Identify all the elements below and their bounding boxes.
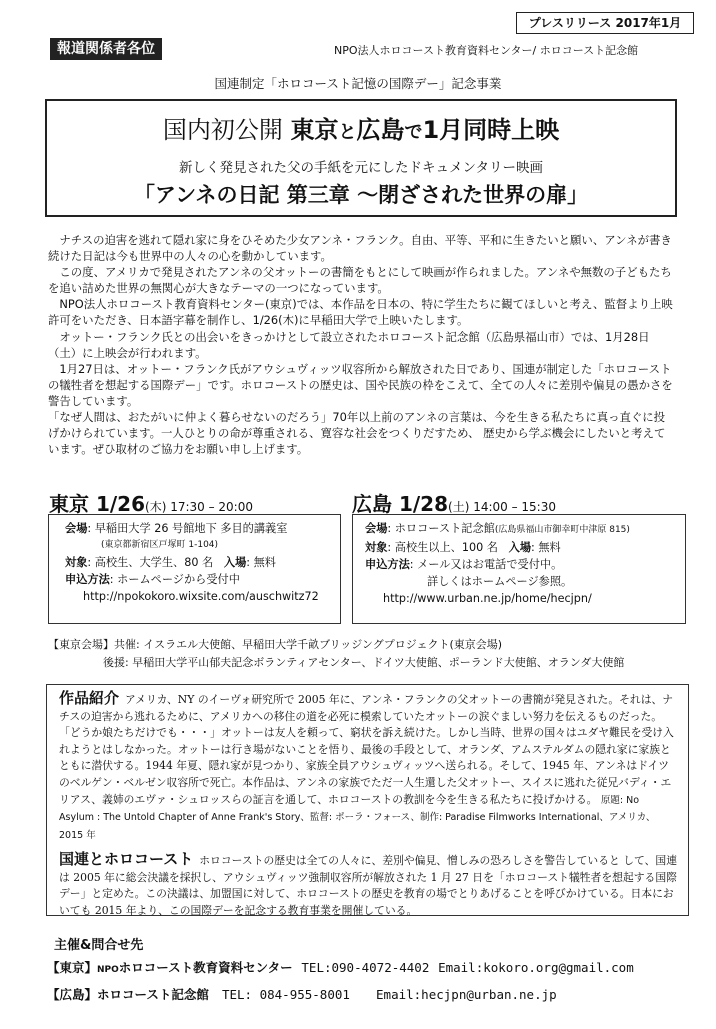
headline <box>47 110 675 145</box>
un-heading: 国連とホロコースト <box>59 850 194 868</box>
hiroshima-apply: : メール又はお電話で受付中。 <box>409 558 563 571</box>
contact-hiroshima-tel: TEL: 084-955-8001 <box>221 987 350 1002</box>
hiroshima-fee: : 無料 <box>531 541 561 554</box>
release-tag: プレスリリース 2017年1月 <box>516 12 694 34</box>
body-paragraph: ナチスの迫害を逃れて隠れ家に身をひそめた少女アンネ・フランク。自由、平等、平和に生きたいと願い、アンネが書き続けた日記は今も世界中の人々の心を動かしています。 <box>48 233 672 264</box>
tokyo-apply-label: 申込方法 <box>65 573 110 586</box>
hiroshima-fee-label: 入場 <box>508 541 532 554</box>
hiroshima-event-box <box>352 514 686 624</box>
body-paragraph: 1月27日は、オットー・フランク氏がアウシュヴィッツ収容所から解放された日であり、国連が制定した「ホロコーストの犠牲者を想起する国際デー」です。ホロコーストの歴史は、国や民族の枠をこえて、全ての人々に差別や偏見の愚かさを警告しています。 <box>48 361 673 408</box>
support-line: 後援: 早稲田大学平山郁夫記念ボランティアセンター、ドイツ大使館、ポーランド大使館、オランダ大使館 <box>103 656 625 669</box>
hiroshima-apply-label: 申込方法 <box>365 558 410 571</box>
hiroshima-url-link[interactable]: http://www.urban.ne.jp/home/hecjpn/ <box>383 592 592 605</box>
body-paragraph: NPO法人ホロコースト教育資料センター(東京)では、本作品を日本の、特に学生たちに観てほしいと考え、監督より上映許可をいただき、日本語字幕を制作し、1/26(木)に早稲田大学で上映いたします。 <box>48 297 673 328</box>
hiroshima-weekday: (土) <box>448 500 470 514</box>
headline-tokyo: 東京 <box>290 116 339 144</box>
tokyo-event-title <box>49 488 253 517</box>
contact-hiroshima-email-link[interactable]: Email:hecjpn@urban.ne.jp <box>376 987 557 1002</box>
organizations-line: NPO法人ホロコースト教育資料センター/ ホロコースト記念館 <box>334 44 639 57</box>
project-line: 国連制定「ホロコースト記憶の国際デー」記念事業 <box>214 76 502 91</box>
contact-tokyo-org: ホロコースト教育資料センター <box>118 960 293 975</box>
contact-tokyo <box>47 958 634 976</box>
tokyo-event-box <box>48 514 341 624</box>
work-intro-source: 原題: No Asylum : The Untold Chapter of Anne Frank's Story、監督: ポーラ・フォース、制作: Paradise Filmworks International、アメリカ、2015 年 <box>59 794 656 841</box>
tokyo-url-link[interactable]: http://npokokoro.wixsite.com/auschwitz72 <box>83 590 319 603</box>
hiroshima-city: 広島 <box>352 492 392 516</box>
hiroshima-apply-detail: 詳しくはホームページ参照。 <box>427 575 573 588</box>
work-intro-heading: 作品紹介 <box>59 689 120 707</box>
headline-hiroshima: 広島 <box>356 116 405 144</box>
hiroshima-venue-label: 会場 <box>365 522 388 535</box>
un-text: ホロコーストの歴史は全ての人々に、差別や偏見、憎しみの恐ろしさを警告していると して、国連は 2005 年に総会決議を採択し、アウシュヴィッツ強制収容所が解放された 1 月 27 日を「ホロコースト犠牲者を想起する国際デー」と定めた。この決議は、加盟国に対して、ホロコーストの歴史を教育の場でとりあげることを呼びかけている。日本においても 2015 年より、この国際デーを記念する教育事業を開催している。 <box>59 854 678 917</box>
tokyo-fee: : 無料 <box>246 556 276 569</box>
headline-de: で <box>404 122 423 143</box>
body-paragraph: オットー・フランク氏との出会いをきっかけとして設立されたホロコースト記念館（広島県福山市）では、1月28日（土）に上映会が行われます。 <box>48 329 650 360</box>
film-title: 「アンネの日記 第三章 ～閉ざされた世界の扉」 <box>133 182 589 207</box>
title-box <box>45 99 677 217</box>
hiroshima-date: 1/28 <box>392 492 449 516</box>
tokyo-venue: : 早稲田大学 26 号館地下 多目的講義室 <box>87 522 288 535</box>
tokyo-city: 東京 <box>49 492 89 516</box>
tokyo-date: 1/26 <box>89 492 146 516</box>
tokyo-venue-label: 会場 <box>65 522 88 535</box>
tokyo-target: : 高校生、大学生、80 名 <box>87 556 214 569</box>
contact-tokyo-label: 【東京】 <box>47 960 98 975</box>
sponsors <box>48 636 624 672</box>
cosponsor-line: 【東京会場】共催: イスラエル大使館、早稲田大学千畝ブリッジングプロジェクト(東京会場) <box>48 638 503 651</box>
tokyo-apply: : ホームページから受付中 <box>109 573 240 586</box>
contact-tokyo-npo: NPO <box>97 965 119 975</box>
tokyo-weekday: (木) <box>145 500 167 514</box>
hiroshima-time: 14:00 – 15:30 <box>469 500 556 514</box>
contact-tokyo-tel: TEL:090-4072-4402 <box>301 960 430 975</box>
body-paragraph: この度、アメリカで発見されたアンネの父オットーの書簡をもとにして映画が作られました。アンネや無数の子どもたちを追い詰めた世界の無関心が大きなテーマの一つになっています。 <box>48 265 672 296</box>
headline-to: と <box>338 122 357 143</box>
contact-tokyo-email-link[interactable]: Email:kokoro.org@gmail.com <box>438 960 634 975</box>
contact-heading: 主催&問合せ先 <box>54 938 144 953</box>
hiroshima-address: (広島県福山市御幸町中津原 815) <box>494 525 630 535</box>
hiroshima-target-label: 対象 <box>365 541 388 554</box>
contact-hiroshima <box>47 985 557 1003</box>
headline-prefix: 国内初公開 <box>162 116 291 144</box>
headline-suffix: 1月同時上映 <box>422 116 560 144</box>
film-subtitle: 新しく発見された父の手紙を元にしたドキュメンタリー映画 <box>179 160 543 176</box>
tokyo-address: (東京都新宿区戸塚町 1-104) <box>101 540 219 550</box>
un-section <box>59 851 677 919</box>
body-paragraph: 「なぜ人間は、おたがいに仲よく暮らせないのだろう」70年以上前のアンネの言葉は、今を生きる私たちに真っ直ぐに投げかけられています。一人ひとりの命が尊重される、寛容な社会をつくりだすため、 歴史から学ぶ機会にしたいと考えています。ぜひ取材のご協力をお願い申し上げます。 <box>48 410 666 457</box>
body-text <box>48 232 676 457</box>
tokyo-target-label: 対象 <box>65 556 88 569</box>
hiroshima-target: : 高校生以上、100 名 <box>387 541 498 554</box>
hiroshima-event-title <box>352 488 556 517</box>
hiroshima-venue: : ホロコースト記念館 <box>387 522 495 535</box>
tokyo-fee-label: 入場 <box>223 556 247 569</box>
press-recipients-label: 報道関係者各位 <box>50 38 162 60</box>
contact-hiroshima-org: ホロコースト記念館 <box>97 987 209 1002</box>
work-intro-section <box>59 690 677 844</box>
contact-hiroshima-label: 【広島】 <box>47 987 98 1002</box>
info-box <box>46 684 689 916</box>
tokyo-time: 17:30 – 20:00 <box>166 500 253 514</box>
work-intro-text: アメリカ、NY のイーヴォ研究所で 2005 年に、アンネ・フランクの父オットーの書簡が発見された。それは、ナチスの迫害から逃れるために、アメリカへの移住の道を必死に模索していたオットーの涙ぐましい努力を伝えるものだった。「どうか娘たちだけでも・・・」オットーは友人を頼って、窮状を訴え続けた。しかし当時、世界の国々はユダヤ難民を受け入れようとはしなかった。オットーは行き場がないことを悟り、最後の手段として、オランダ、アムステルダムの隠れ家に家族とともに潜伏する。1944 年夏、隠れ家が見つかり、家族全員アウシュヴィッツへ送られる。そして、1945 年、アンネはドイツのベルゲン・ベルゼン収容所で死亡。本作品は、アンネの家族でただ一人生還した父オットー、スイスに逃れた従兄バディ・エリアス、義姉のエヴァ・シュロッスらの証言を通して、ホロコーストの教訓を今を生きる私たちに投げかける。 <box>59 693 674 806</box>
